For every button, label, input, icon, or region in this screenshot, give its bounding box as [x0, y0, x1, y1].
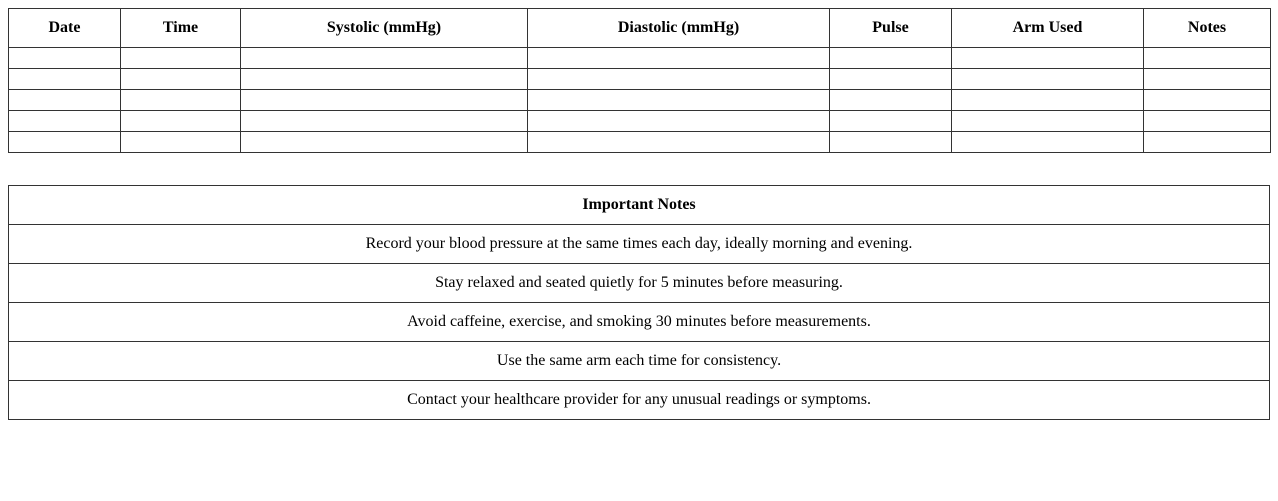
- note-item: Stay relaxed and seated quietly for 5 minutes before measuring.: [9, 264, 1270, 303]
- table-cell[interactable]: [528, 132, 830, 153]
- table-cell[interactable]: [9, 48, 121, 69]
- table-cell[interactable]: [528, 48, 830, 69]
- table-cell[interactable]: [952, 48, 1144, 69]
- note-item: Contact your healthcare provider for any unusual readings or symptoms.: [9, 381, 1270, 420]
- table-cell[interactable]: [952, 69, 1144, 90]
- blood-pressure-log-table: [8, 8, 1271, 153]
- table-cell[interactable]: [241, 48, 528, 69]
- column-header-pulse: Pulse: [830, 9, 952, 48]
- table-row: [9, 111, 1271, 132]
- table-cell[interactable]: [1144, 111, 1271, 132]
- important-notes-table: [8, 185, 1270, 420]
- note-item: Avoid caffeine, exercise, and smoking 30 minutes before measurements.: [9, 303, 1270, 342]
- header-row: [9, 9, 1271, 48]
- table-cell[interactable]: [9, 132, 121, 153]
- table-cell[interactable]: [121, 111, 241, 132]
- table-row: [9, 132, 1271, 153]
- note-row: [9, 342, 1270, 381]
- column-header-systolic: Systolic (mmHg): [241, 9, 528, 48]
- table-cell[interactable]: [121, 48, 241, 69]
- table-cell[interactable]: [1144, 132, 1271, 153]
- column-header-arm-used: Arm Used: [952, 9, 1144, 48]
- table-cell[interactable]: [830, 132, 952, 153]
- table-cell[interactable]: [952, 90, 1144, 111]
- table-cell[interactable]: [1144, 48, 1271, 69]
- table-cell[interactable]: [528, 69, 830, 90]
- table-row: [9, 69, 1271, 90]
- table-cell[interactable]: [9, 111, 121, 132]
- table-cell[interactable]: [121, 90, 241, 111]
- table-cell[interactable]: [830, 69, 952, 90]
- table-cell[interactable]: [241, 111, 528, 132]
- table-cell[interactable]: [1144, 69, 1271, 90]
- notes-header-row: [9, 186, 1270, 225]
- table-cell[interactable]: [9, 90, 121, 111]
- table-cell[interactable]: [952, 132, 1144, 153]
- column-header-date: Date: [9, 9, 121, 48]
- table-cell[interactable]: [1144, 90, 1271, 111]
- table-cell[interactable]: [241, 90, 528, 111]
- table-cell[interactable]: [121, 132, 241, 153]
- table-cell[interactable]: [830, 111, 952, 132]
- table-cell[interactable]: [830, 48, 952, 69]
- note-item: Record your blood pressure at the same times each day, ideally morning and evening.: [9, 225, 1270, 264]
- column-header-notes: Notes: [1144, 9, 1271, 48]
- table-cell[interactable]: [528, 90, 830, 111]
- table-row: [9, 90, 1271, 111]
- note-row: [9, 303, 1270, 342]
- table-row: [9, 48, 1271, 69]
- table-cell[interactable]: [9, 69, 121, 90]
- table-cell[interactable]: [241, 69, 528, 90]
- table-cell[interactable]: [241, 132, 528, 153]
- notes-title: Important Notes: [9, 186, 1270, 225]
- table-cell[interactable]: [121, 69, 241, 90]
- table-cell[interactable]: [830, 90, 952, 111]
- note-row: [9, 381, 1270, 420]
- table-cell[interactable]: [528, 111, 830, 132]
- note-row: [9, 225, 1270, 264]
- column-header-time: Time: [121, 9, 241, 48]
- table-cell[interactable]: [952, 111, 1144, 132]
- note-row: [9, 264, 1270, 303]
- column-header-diastolic: Diastolic (mmHg): [528, 9, 830, 48]
- note-item: Use the same arm each time for consistency.: [9, 342, 1270, 381]
